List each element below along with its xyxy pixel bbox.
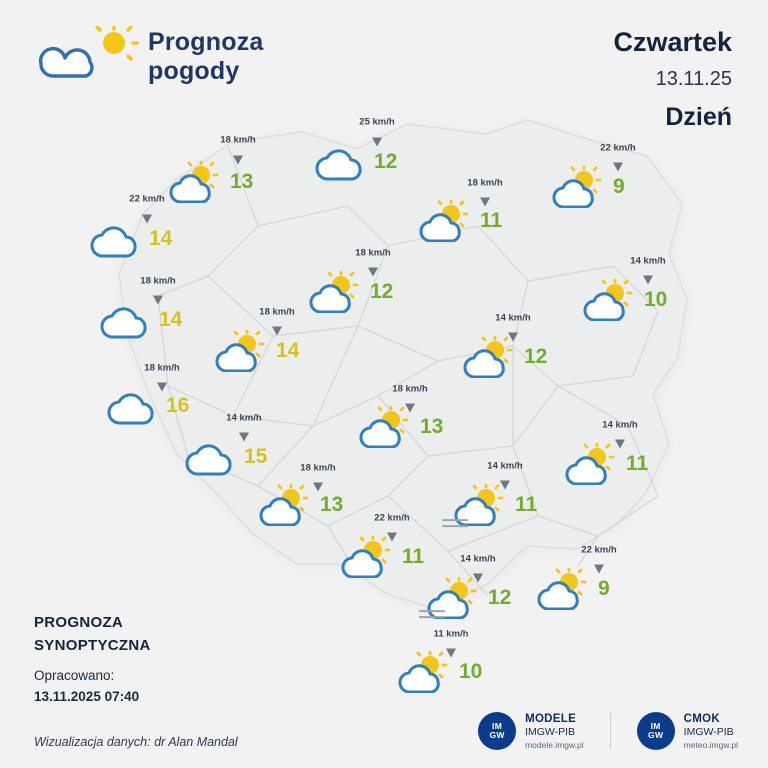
temperature-value: 16 bbox=[166, 394, 190, 417]
footer-title-line1: PROGNOZA bbox=[34, 614, 124, 631]
badge-modele[interactable] bbox=[478, 712, 584, 750]
wind-direction-arrow-icon bbox=[372, 138, 382, 147]
temperature-value: 9 bbox=[613, 175, 625, 198]
sun-behind-cloud-icon bbox=[340, 536, 396, 578]
fog-mark-swietokrzyskie bbox=[442, 519, 468, 531]
temperature-value: 11 bbox=[515, 493, 538, 516]
wind-speed-label: 18 km/h bbox=[467, 177, 503, 189]
wind-speed-label: 14 km/h bbox=[226, 412, 262, 424]
badge-url: modele.imgw.pl bbox=[525, 739, 584, 750]
wind-direction-arrow-icon bbox=[613, 163, 623, 172]
badge-name: CMOK bbox=[683, 713, 720, 725]
wind-speed-label: 14 km/h bbox=[630, 255, 666, 267]
wind-speed-label: 18 km/h bbox=[300, 462, 336, 474]
wind-speed-label: 25 km/h bbox=[359, 116, 395, 128]
badge-url: meteo.imgw.pl bbox=[683, 739, 738, 750]
wind-speed-label: 22 km/h bbox=[129, 193, 165, 205]
temperature-value: 13 bbox=[230, 170, 254, 193]
sun-behind-cloud-icon bbox=[582, 279, 638, 321]
footer-title-line2: SYNOPTYCZNA bbox=[34, 636, 151, 654]
cloud-icon bbox=[312, 141, 368, 183]
sun-behind-cloud-icon bbox=[551, 166, 607, 208]
sun-behind-cloud-icon bbox=[536, 568, 592, 610]
temperature-value: 12 bbox=[370, 280, 394, 303]
wind-speed-label: 18 km/h bbox=[144, 362, 180, 374]
wind-speed-label: 18 km/h bbox=[220, 134, 256, 146]
wind-direction-arrow-icon bbox=[233, 156, 243, 165]
temperature-value: 11 bbox=[480, 209, 503, 232]
wind-speed-label: 18 km/h bbox=[259, 306, 295, 318]
sun-behind-cloud-icon bbox=[418, 200, 474, 242]
page-title-line1: Prognoza bbox=[148, 28, 264, 56]
temperature-value: 11 bbox=[402, 545, 425, 568]
cloud-icon bbox=[97, 299, 153, 341]
temperature-value: 13 bbox=[320, 493, 344, 516]
temperature-value: 14 bbox=[149, 227, 173, 250]
wind-direction-arrow-icon bbox=[142, 215, 152, 224]
wind-direction-arrow-icon bbox=[643, 276, 653, 285]
temperature-value: 10 bbox=[644, 288, 668, 311]
footer-prepared-label: Opracowano: bbox=[34, 668, 115, 683]
forecast-date: 13.11.25 bbox=[655, 68, 732, 90]
imgw-logo-icon bbox=[478, 712, 516, 750]
cloud-icon bbox=[182, 436, 238, 478]
wind-speed-label: 14 km/h bbox=[460, 553, 496, 565]
badge-name: MODELE bbox=[525, 713, 577, 725]
footer-prepared-value: 13.11.2025 07:40 bbox=[34, 688, 140, 704]
temperature-value: 14 bbox=[159, 308, 183, 331]
fog-mark-malopolska bbox=[419, 610, 445, 622]
wind-direction-arrow-icon bbox=[239, 433, 249, 442]
wind-direction-arrow-icon bbox=[480, 198, 490, 207]
badge-divider bbox=[610, 713, 611, 749]
temperature-value: 10 bbox=[459, 660, 483, 683]
wind-speed-label: 22 km/h bbox=[374, 512, 410, 524]
temperature-value: 14 bbox=[276, 339, 300, 362]
wind-speed-label: 14 km/h bbox=[495, 312, 531, 324]
cloud-icon bbox=[104, 385, 160, 427]
temperature-value: 12 bbox=[488, 586, 512, 609]
wind-direction-arrow-icon bbox=[153, 296, 163, 305]
temperature-value: 12 bbox=[374, 150, 398, 173]
sun-behind-cloud-icon bbox=[258, 484, 314, 526]
imgw-logo-line2: GW bbox=[489, 730, 505, 741]
imgw-logo-line2: GW bbox=[648, 730, 664, 741]
sun-behind-cloud-icon bbox=[397, 651, 453, 693]
forecast-part-of-day: Dzień bbox=[665, 103, 732, 131]
imgw-logo-line1: IM bbox=[492, 721, 503, 732]
wind-direction-arrow-icon bbox=[368, 268, 378, 277]
sun-behind-cloud-icon bbox=[168, 161, 224, 203]
sun-behind-cloud-icon bbox=[564, 443, 620, 485]
wind-speed-label: 11 km/h bbox=[433, 628, 469, 640]
temperature-value: 13 bbox=[420, 415, 444, 438]
badge-cmok[interactable] bbox=[637, 712, 738, 750]
temperature-value: 15 bbox=[244, 445, 268, 468]
badge-org: IMGW-PIB bbox=[683, 726, 734, 739]
temperature-value: 11 bbox=[626, 452, 649, 475]
wind-speed-label: 18 km/h bbox=[392, 383, 428, 395]
imgw-logo-icon bbox=[637, 712, 675, 750]
wind-speed-label: 22 km/h bbox=[600, 142, 636, 154]
wind-direction-arrow-icon bbox=[272, 327, 282, 336]
sun-cloud-icon bbox=[34, 26, 144, 90]
wind-direction-arrow-icon bbox=[594, 565, 604, 574]
sun-behind-cloud-icon bbox=[308, 271, 364, 313]
page-title-line2: pogody bbox=[148, 57, 240, 85]
sun-behind-cloud-icon bbox=[214, 330, 270, 372]
wind-speed-label: 18 km/h bbox=[140, 275, 176, 287]
wind-speed-label: 18 km/h bbox=[355, 247, 391, 259]
forecast-day: Czwartek bbox=[613, 27, 732, 57]
footer-prepared bbox=[34, 666, 139, 708]
footer-credit: Wizualizacja danych: dr Alan Mandal bbox=[34, 735, 238, 749]
page-title bbox=[148, 28, 264, 86]
temperature-value: 9 bbox=[598, 577, 610, 600]
imgw-logo-line1: IM bbox=[650, 721, 661, 732]
temperature-value: 12 bbox=[524, 345, 548, 368]
wind-speed-label: 22 km/h bbox=[581, 544, 617, 556]
sun-behind-cloud-icon bbox=[462, 336, 518, 378]
cloud-icon bbox=[87, 218, 143, 260]
badge-org: IMGW-PIB bbox=[525, 726, 576, 739]
sun-behind-cloud-icon bbox=[358, 406, 414, 448]
footer-badges bbox=[478, 712, 738, 750]
footer-title bbox=[34, 612, 151, 657]
wind-direction-arrow-icon bbox=[313, 483, 323, 492]
wind-speed-label: 14 km/h bbox=[602, 419, 638, 431]
wind-speed-label: 14 km/h bbox=[487, 460, 523, 472]
